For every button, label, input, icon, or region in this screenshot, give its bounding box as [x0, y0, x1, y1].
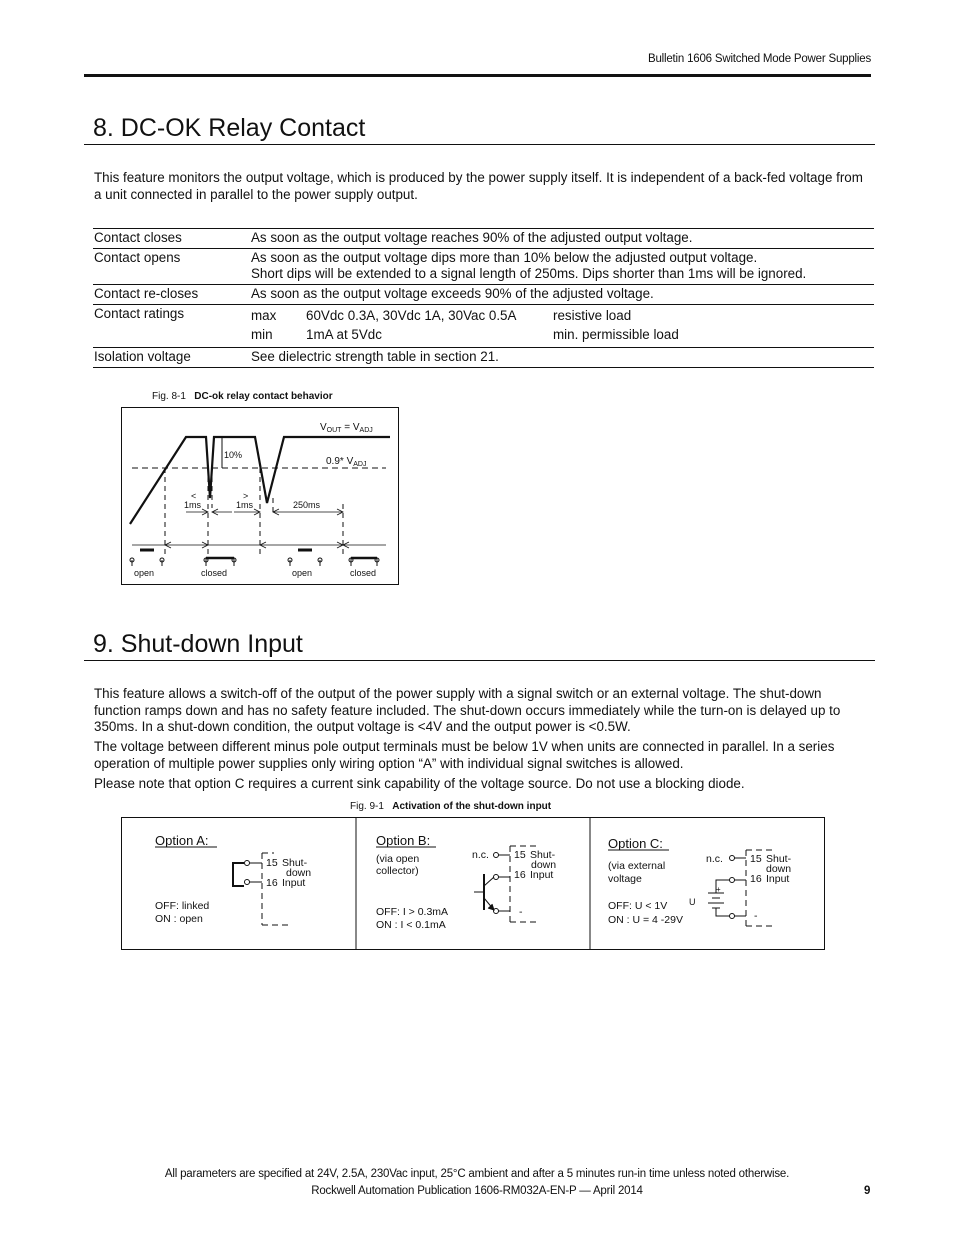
- svg-text:ON : I < 0.1mA: ON : I < 0.1mA: [376, 919, 446, 931]
- svg-text:n.c.: n.c.: [706, 853, 723, 865]
- figure-8-1-caption: [152, 391, 333, 402]
- state-label: closed: [201, 568, 228, 578]
- relay-spec-table: [93, 228, 874, 368]
- row-value: As soon as the output voltage exceeds 90% of the adjusted voltage.: [251, 286, 654, 301]
- svg-text:Input: Input: [530, 869, 554, 881]
- svg-text:collector): collector): [376, 865, 419, 877]
- row-label: Isolation voltage: [94, 349, 191, 364]
- state-label: open: [134, 568, 155, 578]
- page-number: 9: [864, 1185, 871, 1197]
- svg-text:U: U: [689, 897, 696, 907]
- svg-text:OFF: linked: OFF: linked: [155, 900, 210, 912]
- svg-text:(via external: (via external: [608, 860, 666, 872]
- svg-text:Shut-: Shut-: [766, 853, 792, 865]
- svg-text:ON : U = 4 -29V: ON : U = 4 -29V: [608, 914, 683, 926]
- section-8-title: 8. DC-OK Relay Contact: [93, 114, 366, 142]
- table-row: [93, 348, 874, 368]
- pct-label: 10%: [224, 450, 243, 460]
- svg-text:16: 16: [514, 869, 526, 881]
- rating-min-value: 1mA at 5Vdc: [306, 327, 382, 342]
- svg-text:down: down: [766, 863, 792, 875]
- svg-text:+: +: [716, 885, 721, 894]
- row-value: See dielectric strength table in section 21.: [251, 349, 499, 364]
- svg-text:15: 15: [266, 857, 278, 869]
- svg-text:16: 16: [266, 877, 278, 889]
- svg-text:down: down: [286, 867, 312, 879]
- svg-text:(via open: (via open: [376, 853, 420, 865]
- rating-max-label: max: [251, 308, 277, 323]
- state-label: closed: [350, 568, 377, 578]
- figure-9-1-caption: [350, 801, 551, 812]
- svg-text:Shut-: Shut-: [282, 857, 308, 869]
- svg-text:voltage: voltage: [608, 873, 642, 885]
- state-label: open: [292, 568, 313, 578]
- svg-text:OFF: I > 0.3mA: OFF: I > 0.3mA: [376, 906, 449, 918]
- svg-text:0.9* VADJ: 0.9* $V_{ADJ}$: [326, 456, 367, 468]
- gt-symbol: >: [243, 491, 249, 501]
- table-row: [93, 285, 874, 305]
- svg-text:15: 15: [514, 849, 526, 861]
- row-value-line1: As soon as the output voltage dips more than 10% below the adjusted output voltage.: [251, 250, 758, 265]
- contact-open-icon: [130, 550, 164, 566]
- svg-text:OFF: U < 1V: OFF: U < 1V: [608, 900, 668, 912]
- table-row: [93, 229, 874, 249]
- figure-title: Activation of the shut-down input: [392, 801, 552, 812]
- section-9-para2: The voltage between different minus pole output terminals must be below 1V when units are connected in parallel. In a series operation of multiple power supplies only wiring option “A” with individual signal switches is allowed.: [94, 739, 835, 771]
- option-b-title: Option B:: [376, 833, 431, 848]
- section-8-intro: This feature monitors the output voltage, which is produced by the power supply itself. It is independent of a back-fed voltage from a unit connected in parallel to the power supply output.: [94, 170, 863, 202]
- svg-text:down: down: [531, 859, 557, 871]
- section-8-rule: [84, 144, 875, 145]
- section-9-para3: Please note that option C requires a current sink capability of the voltage source. Do not use a blocking diode.: [94, 776, 745, 791]
- shutdown-options-diagram: [121, 817, 825, 950]
- rating-min-note: min. permissible load: [553, 327, 679, 342]
- svg-text:n.c.: n.c.: [472, 849, 489, 861]
- figure-title: DC-ok relay contact behavior: [194, 391, 333, 402]
- footer-publication: Rockwell Automation Publication 1606-RM032A-EN-P — April 2014: [311, 1185, 643, 1197]
- rating-max-value: 60Vdc 0.3A, 30Vdc 1A, 30Vac 0.5A: [306, 308, 517, 323]
- contact-closed-icon: [349, 558, 379, 566]
- svg-text:15: 15: [750, 853, 762, 865]
- option-a-title: Option A:: [155, 833, 209, 848]
- section-9-title: 9. Shut-down Input: [93, 630, 303, 658]
- ms1-label: 1ms: [184, 500, 202, 510]
- figure-number: Fig. 8-1: [152, 391, 186, 402]
- table-row: [93, 305, 874, 348]
- svg-text:ON : open: ON : open: [155, 913, 203, 925]
- contact-closed-icon: [204, 558, 236, 566]
- row-value: As soon as the output voltage reaches 90% of the adjusted output voltage.: [251, 230, 693, 245]
- figure-number: Fig. 9-1: [350, 801, 384, 812]
- svg-text:-: -: [754, 910, 758, 922]
- svg-text:Input: Input: [282, 877, 306, 889]
- row-value: [250, 249, 874, 285]
- ms250-label: 250ms: [293, 500, 321, 510]
- contact-open-icon: [288, 550, 322, 566]
- svg-text:Shut-: Shut-: [530, 849, 556, 861]
- section-9-para1: This feature allows a switch-off of the output of the power supply with a signal switch or an external voltage. The shut-down function ramps down and has no safety feature included. The shut-down occurs immediately while the turn-on is delayed up to 350ms. In a shut-down condition, the output voltage is <4V and the output power is <0.5W.: [94, 686, 841, 734]
- relay-timing-diagram: [121, 407, 399, 585]
- row-label: Contact opens: [94, 250, 181, 265]
- svg-text:VOUT = VADJ: $V_{OUT} = V_{ADJ}$: [320, 422, 373, 434]
- row-label: Contact ratings: [94, 306, 185, 321]
- row-label: Contact re-closes: [94, 286, 199, 301]
- bulletin-header: Bulletin 1606 Switched Mode Power Supplies: [647, 53, 871, 65]
- row-label: Contact closes: [94, 230, 182, 245]
- svg-text:Input: Input: [766, 873, 790, 885]
- table-row: [93, 249, 874, 285]
- lt-symbol: <: [191, 491, 197, 501]
- ms1-label: 1ms: [236, 500, 254, 510]
- svg-text:-: -: [519, 906, 523, 918]
- option-c-title: Option C:: [608, 836, 663, 851]
- row-value: [250, 305, 874, 348]
- rating-max-note: resistive load: [553, 308, 632, 323]
- header-rule: [84, 74, 871, 77]
- svg-text:16: 16: [750, 873, 762, 885]
- footer-note: All parameters are specified at 24V, 2.5A, 230Vac input, 25°C ambient and after a 5 minutes run-in time unless noted otherwise.: [164, 1168, 790, 1180]
- row-value-line2: Short dips will be extended to a signal length of 250ms. Dips shorter than 1ms will be ignored.: [251, 266, 807, 281]
- section-9-rule: [84, 660, 875, 661]
- rating-min-label: min: [251, 327, 273, 342]
